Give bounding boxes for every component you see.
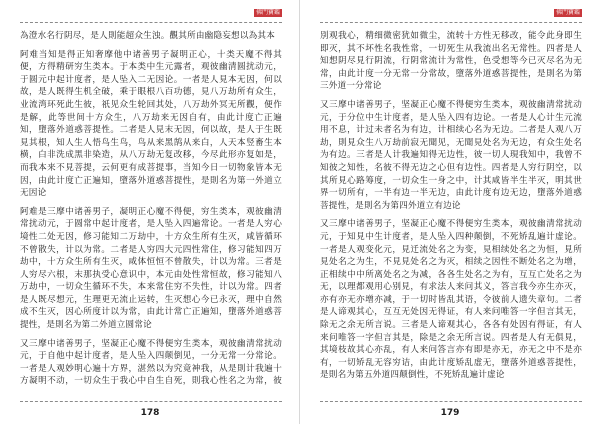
header-tag: 佛門寶鑑	[255, 9, 280, 16]
right-page	[300, 0, 600, 424]
left-footer-rule	[20, 401, 282, 402]
page-number: 179	[440, 408, 460, 418]
paragraph: 又三摩中诸善男子，坚凝正心魔不得便穷生类本，观彼幽清常扰动元，于自他中起计度者，是人坠入四颠倒见，一分无常一分常论。一者是人观妙明心遍十方界，湛然以为究竟神我，从是則计我遍十方凝明不动，一切众生于我心中自生自死，則我心性名之为常，彼	[20, 338, 282, 387]
paragraph: 又三摩中诸善男子，坚凝正心魔不得便穷生类本，观彼幽清常扰动元，于知見中生计度者，是人坠入四种颠倒，不死矫乱遍计虚论。一者是人观变化元，見迁流处名之为变，見相续处名之为恒，見所見处名之为生，不見見处名之为灭，相续之因性不断处名之为增，正相续中中所离处名之为减，各各生处名之为有，互互亡处名之为无，以理都观用心别見，有求法人来问其义，答言我今亦生亦灭，亦有亦无亦增亦减，于一切时皆乱其语，令彼前人遗失章句。二者是人谛观其心，互互无处因无得证，有人来问唯答一字但言其无，除无之余无所言说。三者是人谛观其心，各各有处因有得证，有人来问唯答一字但言其是，除是之余无所言说。四者是人有无俱見，其境枝故其心亦乱，有人来问答言亦有即是亦无，亦无之中不是亦有，一切矫乱无容穷诘，由此计度矫乱虚无，墮落外道惑菩提性，是則名为第五外道四颠倒性，不死矫乱遍计虚论	[320, 219, 582, 381]
right-footer-rule	[320, 401, 582, 402]
paragraph: 為澄水名行阴尽，是人則能超众生浊。觀其所由幽隐妄想以為其本	[20, 31, 276, 41]
paragraph: 阿难是三摩中诸善男子，凝明正心魔不得便，穷生类本，观彼幽清常扰动元，于圆常中起计度者，是人坠入四遍常论。一者是人穷心境性二处无因，修习能知二万劫中，十方众生所有生灭，咸皆循环不曾散失，计以为常。二者是人穷四大元四性常住，修习能知四万劫中，十方众生所有生灭，咸体恒恒不曾散失，计以为常。三者是人穷尽六根，末那执受心意识中，本元由处性常恒故，修习能知八万劫中，一切众生循环不失，本来常住穷不失性，计以为常。四者是人既尽想元，生理更无流止运转，生灭想心今已永灭，理中自然成不生灭，因心所度计以为常，由此计常亡正遍知，墮落外道惑菩提性，是則名为第二外道立圆常论	[20, 206, 282, 331]
paragraph: 又三摩中诸善男子，坚凝正心魔不得便穷生类本，观彼幽清常扰动元，于分位中生计度者，是人坠入四有边论。一者是人心计生元流用不息，计过未者名为有边，计相续心名为无边。二者是人观八万劫，則見众生八万劫前寂无聞见，无聞見处名为无边，有众生处名为有边。三者是人计我遍知得无边性，彼一切人現我知中，我曾不知彼之知性，名彼不得无边之心但有边性。四者是人穷行阴空，以其所見心路筹度，一切众生一身之中，计其咸皆半生半灭，明其世界一切所有，一半有边一半无边，由此计度有边无边，墮落外道惑菩提性，是則名为第四外道立有边论	[320, 99, 582, 211]
paragraph: 別观我心，精细微密犹如微尘，流转十方性无移改，能令此身即生即灭，其不坏性名我性常，一切死生从我流出名无常性。四者是人知想阴尽見行阴流，行阴常流计为常性，色受想等今已灭尽名为无常，由此计度一分无常一分常故，墮落外道惑菩提性，是則名为第三外道一分常论	[320, 31, 582, 92]
left-header-rule	[20, 9, 282, 23]
left-body	[20, 30, 282, 388]
right-body	[320, 30, 582, 388]
header-tag: 佛門寶鑑	[555, 9, 580, 16]
page-number: 178	[140, 408, 160, 418]
right-header-rule	[320, 9, 582, 23]
paragraph: 阿难当知是得正知奢摩他中诸善男子凝明正心，十类天魔不得其便，方得精研穷生类本。于本类中生元露者，观彼幽清圆扰动元，于圆元中起计度者，是人坠入二无因论。一者是人見本无因，何以故，是人既得生机全破，乘于眼根八百功德，見八万劫所有众生，业流湾环死此生彼，祇见众生轮回其处，八万劫外冥无所觀，便作是解，此等世间十方众生，八万劫来无因自有，由此计度亡正遍知，墮落外道惑菩提性。二者是人見末无因，何以故，是人于生既見其根，知人生人悟鸟生鸟，鸟从来黑鹄从来白，人天本竖畜生本横，白非洗成黑非染造，从八万劫无复改移，今尽此形亦复如是，而我本来不見菩提，云何更有成菩提事，当知今日一切物象皆本无因，由此计度亡正遍知，墮落外道惑菩提性，是則名为第一外道立无因论	[20, 49, 282, 199]
